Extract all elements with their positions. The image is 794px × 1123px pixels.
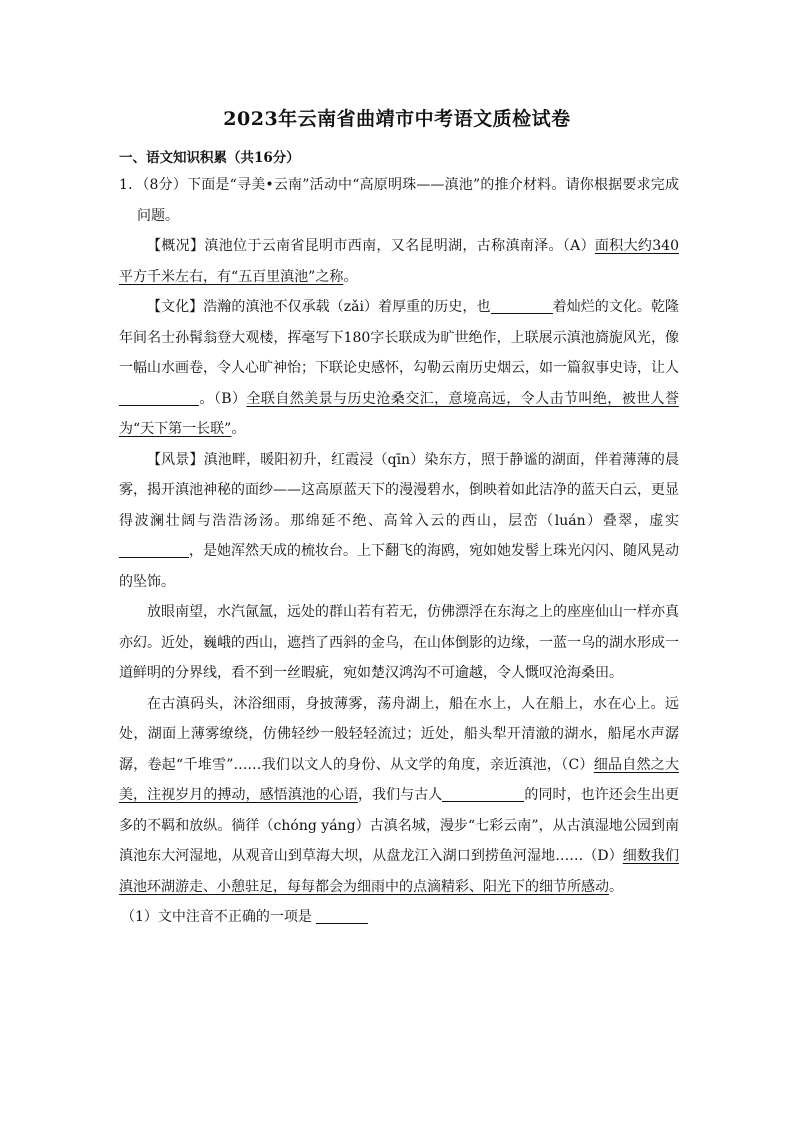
- question-1: [119, 170, 679, 231]
- overview-end: 。: [343, 268, 358, 285]
- answer-blank: [316, 907, 368, 924]
- scenery3-text-3: 的同时，也许还会生出更多的不羁和放纵。徜徉（chóng yáng）古滇名城，漫步“七彩云南”，从古滇湿地公园到南滇池东大河湿地，从观音山到草海大坝，从盘龙江入湖口到捞鱼河湿地……（D）: [119, 787, 680, 864]
- section-heading: 一、语文知识积累（共16分）: [119, 150, 300, 166]
- paragraph-culture: [119, 292, 679, 445]
- culture-end: 。: [231, 421, 246, 437]
- culture-text-3: 。（B）: [199, 390, 247, 407]
- sub-question-text: （1）文中注音不正确的一项是: [121, 909, 312, 925]
- culture-text-2: 着灿烂的文化。乾隆年间名士孙髯翁登大观楼，挥毫写下180字长联成为旷世绝作，上联展示滇池旖旎风光，像一幅山水画卷，令人心旷神怡；下联论史感怀，勾勒云南历史烟云，如一篇叙事史诗，让人: [119, 299, 680, 376]
- overview-text: 【概况】滇池位于云南省昆明市西南，又名昆明湖，古称滇南泽。（A）: [147, 238, 595, 254]
- scenery3-end: 。: [609, 878, 623, 895]
- underlined-sentence-d: 细数我们滇池环湖游走、小憩驻足，每每都会为细雨中的点滴精彩、阳光下的细节所感动: [119, 848, 679, 895]
- underlined-sentence-c: 细品自然之大美，注视岁月的搏动，感悟滇池的心语: [119, 756, 679, 803]
- culture-text-1: 【文化】浩瀚的滇池不仅承载（zǎi）着厚重的历史，也: [147, 299, 491, 315]
- exam-title: 2023年云南省曲靖市中考语文质检试卷: [223, 108, 571, 130]
- paragraph-scenery-2: 放眼南望，水汽氤氲，远处的群山若有若无，仿佛漂浮在东海之上的座座仙山一样亦真亦幻。近处，巍峨的西山，遮挡了西斜的金乌，在山体倒影的边缘，一蓝一乌的湖水形成一道鲜明的分界线，看不到一丝暇疵，宛如楚汉鸿沟不可逾越，令人慨叹沧海桑田。: [119, 604, 679, 681]
- scenery3-text-1: 在古滇码头，沐浴细雨，身披薄雾，荡舟湖上，船在水上，人在船上，水在心上。远处，湖面上薄雾缭绕，仿佛轻纱一般轻轻流过；近处，船头犁开清澈的湖水，船尾水声潺潺，卷起“千堆雪”……我们以文人的身份、从文学的角度，亲近滇池，（C）: [119, 695, 679, 773]
- question-stem: （8分）下面是“寻美•云南”活动中“高原明珠——滇池”的推介材料。请你根据要求完成问题。: [137, 177, 679, 224]
- question-content: [119, 170, 679, 933]
- fill-blank-4: [442, 785, 524, 802]
- underlined-sentence-b: 全联自然美景与历史沧桑交汇，意境高远，令人击节叫绝，被世人誉为“天下第一长联”: [119, 390, 679, 437]
- underlined-sentence-a: 面积大约340平方千米左右，有“五百里滇池”之称: [119, 238, 679, 285]
- paragraph-scenery-3: [119, 689, 679, 903]
- paragraph-scenery-1: [119, 445, 679, 598]
- scenery1-text-2: ，是她浑然天成的梳妆台。上下翻飞的海鸥，宛如她发髻上珠光闪闪、随风晃动的坠饰。: [119, 543, 679, 590]
- question-number: 1．: [119, 177, 143, 193]
- paragraph-overview: [119, 231, 679, 292]
- scenery1-text-1: 【风景】滇池畔，暖阳初升，红霞浸（qīn）染东方，照于静谧的湖面，伴着薄薄的晨雾，揭开滇池神秘的面纱——这高原蓝天下的漫漫碧水，倒映着如此洁净的蓝天白云，更显得波澜壮阔与浩浩汤汤。那绵延不绝、高耸入云的西山，层峦（luán）叠翠，虚实: [119, 451, 679, 529]
- fill-blank-1: [491, 297, 553, 314]
- fill-blank-3: [119, 541, 189, 558]
- scenery3-text-2: ，我们与古人: [358, 787, 443, 803]
- fill-blank-2: [119, 389, 199, 406]
- sub-question-1: [119, 902, 679, 933]
